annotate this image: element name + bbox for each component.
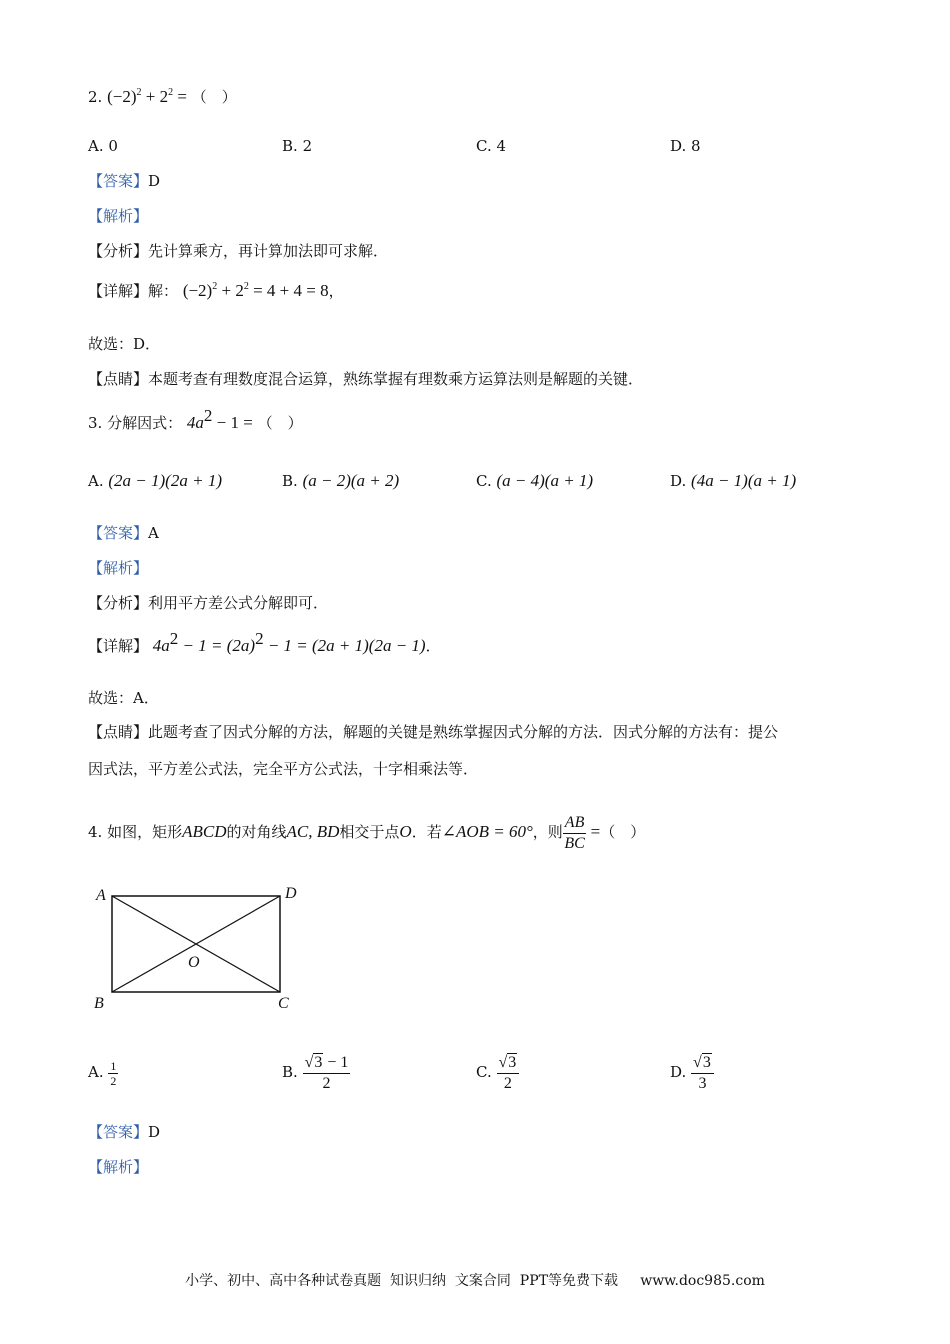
q4-option-d: D. $\frac{√3}{3}$	[670, 1052, 714, 1094]
q3-choice: 故选：A．	[88, 689, 159, 707]
q2-choice: 故选：D．	[88, 335, 161, 353]
q3-comment-line2: 因式法，平方差公式法，完全平方公式法，十字相乘法等．	[88, 760, 479, 778]
label-a: A	[96, 887, 106, 904]
q3-detail: 【详解】 $4a^2 - 1 = (2a)^2 - 1 = (2a + 1)(2a - 1)$．	[88, 629, 441, 655]
q2-detail: 【详解】解： $(-2)^2 + 2^2 = 4 + 4 = 8$，	[88, 281, 344, 300]
q4-option-b: B. $\frac{√3 - 1}{2}$	[282, 1053, 349, 1092]
q4-option-c: C. $\frac{√3}{2}$	[476, 1052, 519, 1094]
q2-analysis-tag: 【解析】	[88, 207, 149, 225]
q4-ratio: $\frac{AB}{BC}$	[564, 813, 585, 852]
q3-option-b: B. (a − 2)(a + 2)	[282, 471, 400, 490]
q4-option-a: A. $\frac{1}{2}$	[88, 1058, 117, 1088]
q3-fenxi: 【分析】利用平方差公式分解即可．	[88, 594, 329, 612]
q3-answer: 【答案】A	[88, 524, 159, 542]
label-d: D	[285, 885, 297, 902]
q2-option-c: C. 4	[476, 137, 507, 155]
label-o: O	[188, 954, 200, 971]
q3-analysis-tag: 【解析】	[88, 559, 149, 577]
q2-answer: 【答案】D	[88, 172, 161, 190]
q4-analysis-tag: 【解析】	[88, 1158, 149, 1176]
label-c: C	[278, 995, 289, 1012]
rectangle-figure	[88, 880, 318, 1015]
q3-option-c: C. (a − 4)(a + 1)	[476, 471, 594, 490]
q4-answer: 【答案】D	[88, 1123, 161, 1141]
footer-text: 小学、初中、高中各种试卷真题 知识归纳 文案合同 PPT等免费下载 www.doc985.com	[185, 1273, 765, 1289]
q3-stem: 3. 分解因式： $4a^2 - 1$ = （ ）	[88, 406, 303, 432]
q2-option-d: D. 8	[670, 137, 701, 155]
q2-comment: 【点睛】本题考查有理数度混合运算，熟练掌握有理数乘方运算法则是解题的关键．	[88, 370, 644, 388]
q3-comment-line1: 【点睛】此题考查了因式分解的方法，解题的关键是熟练掌握因式分解的方法．因式分解的方法有：提公	[88, 723, 779, 741]
q2-fenxi: 【分析】先计算乘方，再计算加法即可求解．	[88, 242, 389, 260]
q4-stem: 4. 如图，矩形ABCD的对角线AC, BD相交于点O．若∠AOB = 60°，则 $\frac{AB}{BC}$ =（ ）	[88, 813, 646, 852]
q2-option-a: A. 0	[88, 137, 118, 155]
q2-stem: 2. $(-2)^2 + 2^2$ = （ ）	[88, 87, 237, 106]
q2-option-b: B. 2	[282, 137, 313, 155]
q3-option-d: D. (4a − 1)(a + 1)	[670, 471, 797, 490]
label-b: B	[94, 995, 104, 1012]
q3-option-a: A. (2a − 1)(2a + 1)	[88, 471, 222, 490]
